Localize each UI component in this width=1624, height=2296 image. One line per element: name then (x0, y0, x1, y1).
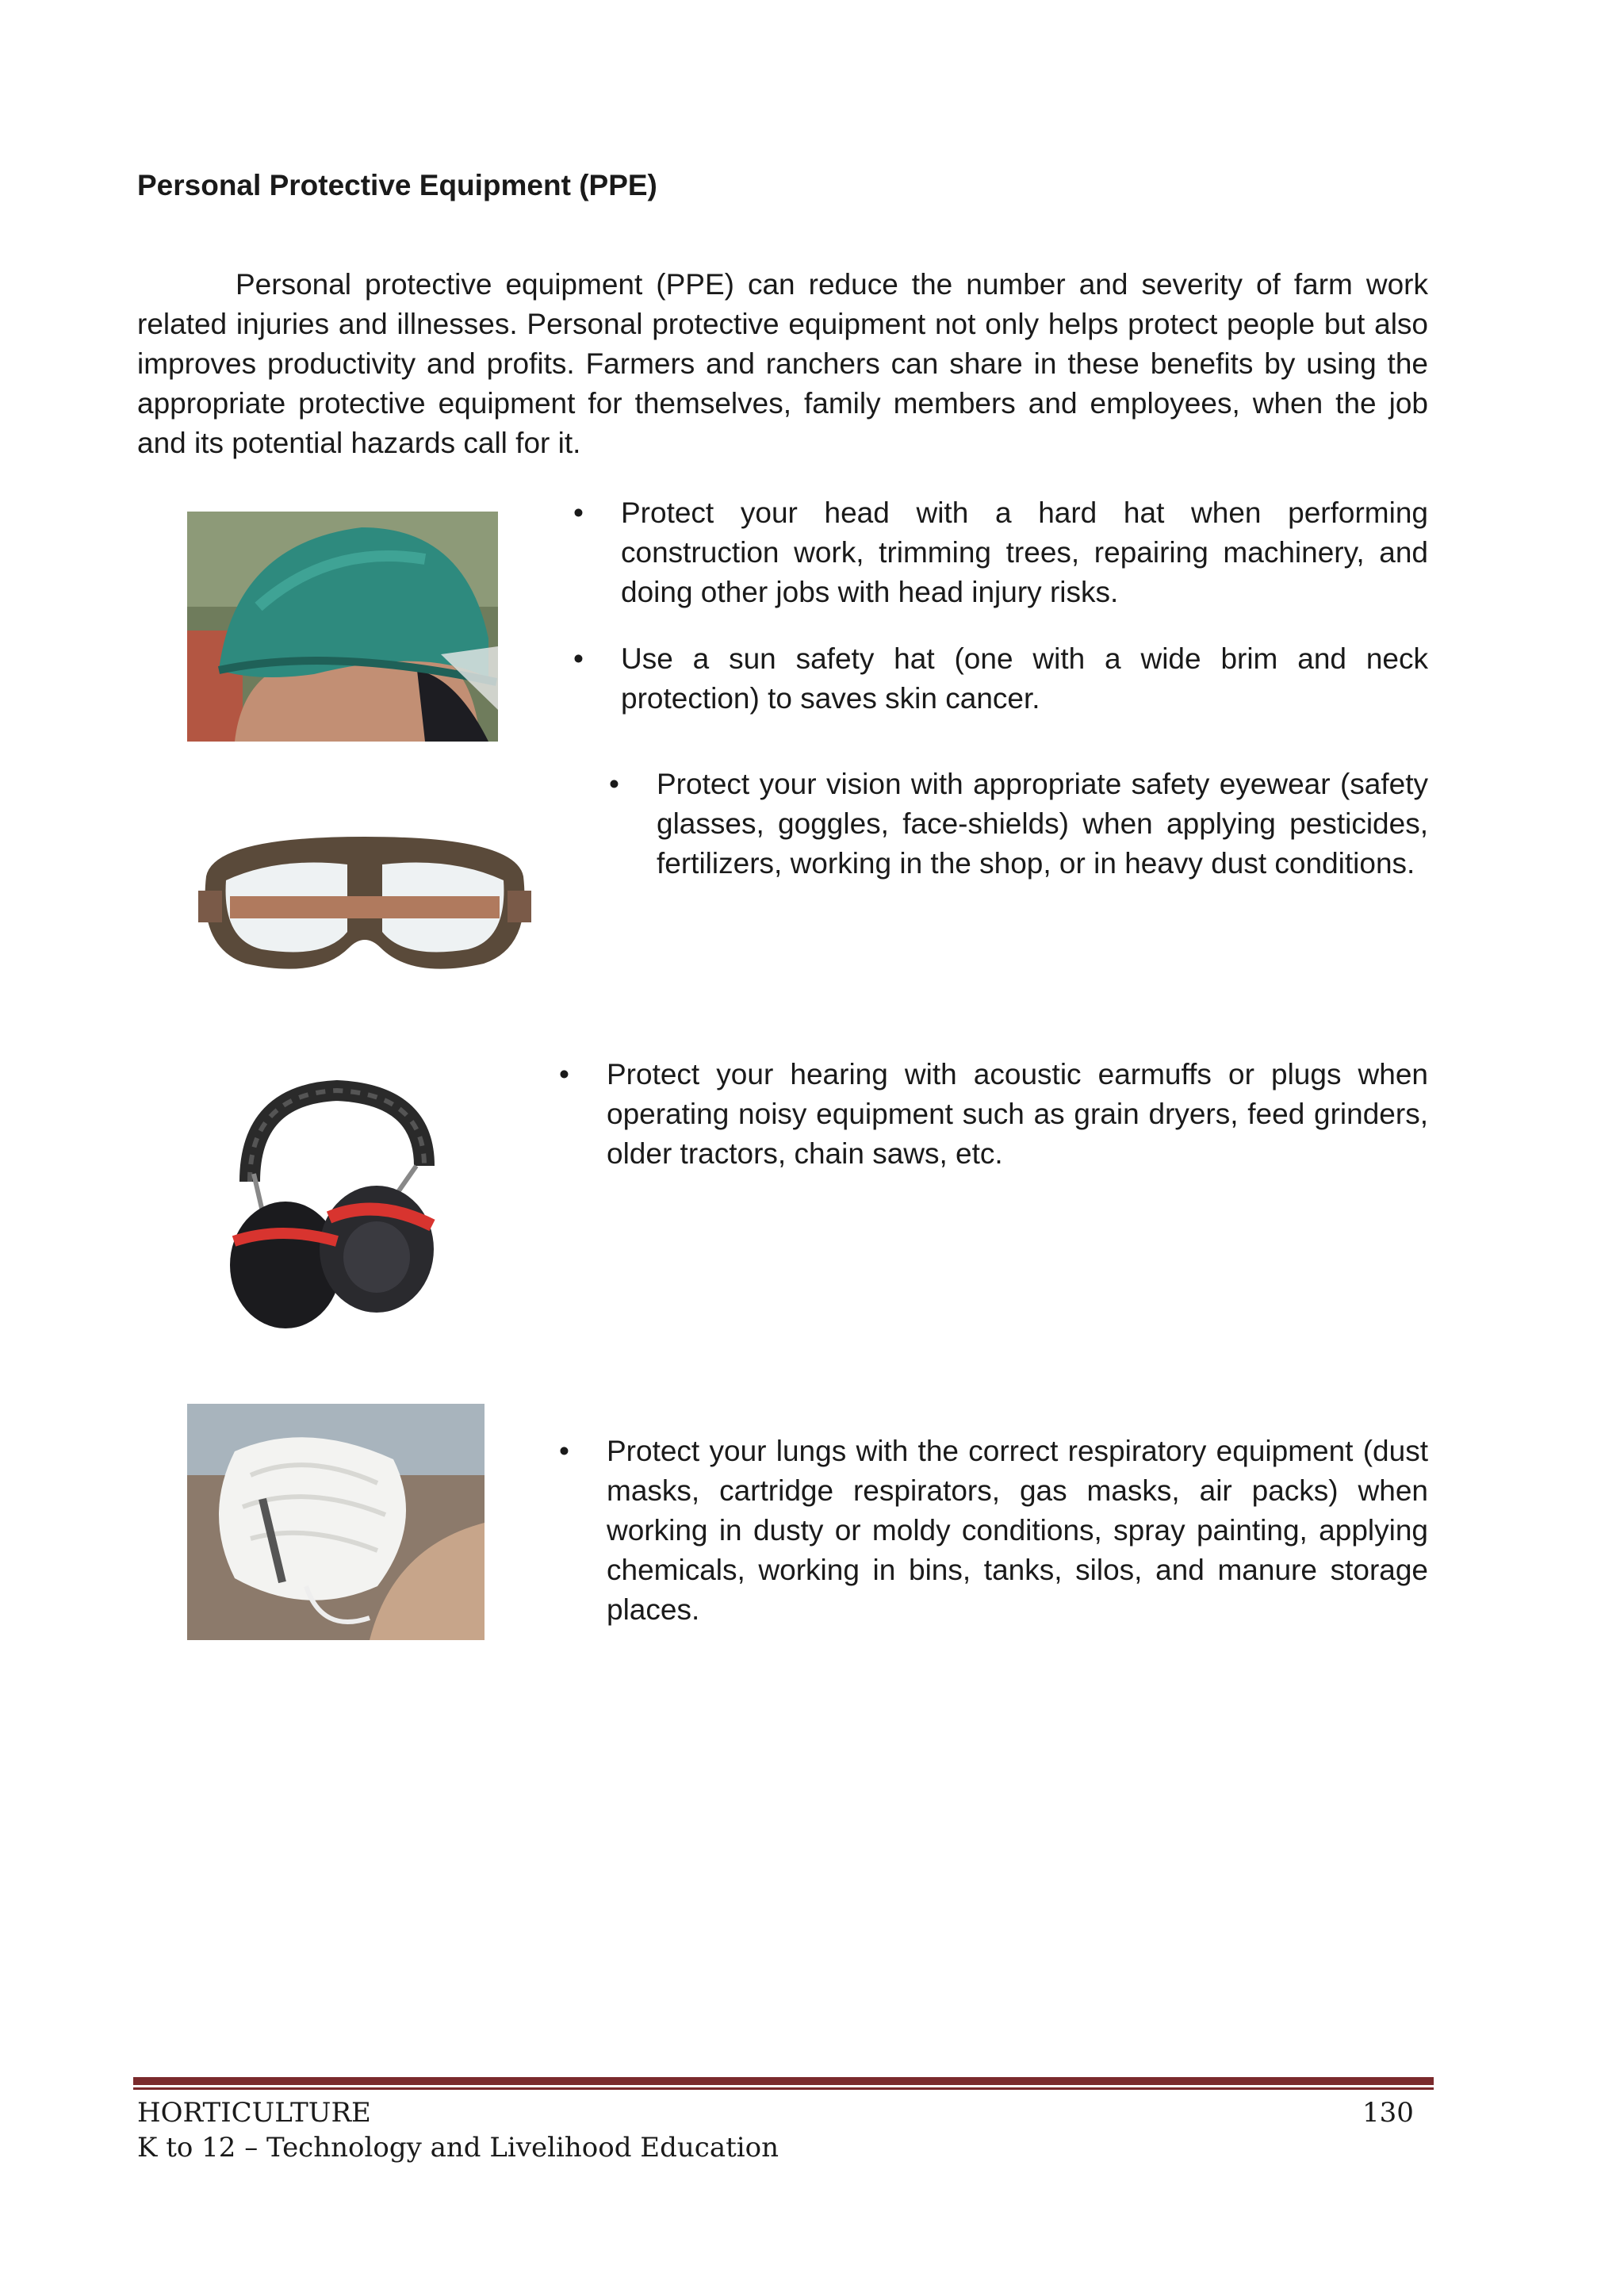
list-item (609, 765, 1428, 884)
page-number: 130 (1362, 2097, 1414, 2129)
bullet-marker: • (573, 496, 584, 529)
footer-info (137, 2095, 779, 2165)
bullet-marker: • (559, 1058, 569, 1091)
list-item (573, 639, 1428, 719)
hard-hat-image (187, 512, 498, 742)
earmuffs-image (218, 1079, 456, 1332)
list-item (559, 1055, 1428, 1174)
bullet-marker: • (559, 1435, 569, 1467)
intro-paragraph: Personal protective equipment (PPE) can reduce the number and severity of farm work related injuries and illnesses. Personal protective equipment not only helps protect people but also improves productivity and profits. Farmers and ranchers can share in these benefits by using the appropriate protective equipment for themselves, family members and employees, when the job and its potential hazards call for it. (137, 268, 1428, 459)
footer-subject: HORTICULTURE (137, 2097, 371, 2129)
bullet-marker: • (609, 768, 619, 800)
bullet-text: Use a sun safety hat (one with a wide brim and neck protection) to saves skin cancer. (621, 642, 1428, 715)
dust-mask-image (187, 1404, 485, 1640)
footer-divider (133, 2077, 1434, 2085)
bullet-text: Protect your lungs with the correct respiratory equipment (dust masks, cartridge respirators, gas masks, air packs) when working in dusty or moldy conditions, spray painting, applying chemicals, working in bins, tanks, silos, and manure storage places. (607, 1435, 1428, 1626)
bullet-marker: • (573, 642, 584, 675)
footer-divider-thin (133, 2087, 1434, 2090)
footer-course: K to 12 – Technology and Livelihood Education (137, 2132, 779, 2164)
safety-goggles-image (198, 813, 531, 987)
bullet-text: Protect your head with a hard hat when performing construction work, trimming trees, repairing machinery, and doing other jobs with head injury risks. (621, 496, 1428, 608)
list-item (559, 1432, 1428, 1630)
list-item (573, 493, 1428, 612)
bullet-text: Protect your vision with appropriate safety eyewear (safety glasses, goggles, face-shields) when applying pesticides, fertilizers, working in the shop, or in heavy dust conditions. (657, 768, 1428, 880)
bullet-text: Protect your hearing with acoustic earmuffs or plugs when operating noisy equipment such as grain dryers, feed grinders, older tractors, chain saws, etc. (607, 1058, 1428, 1170)
page-title: Personal Protective Equipment (PPE) (137, 169, 657, 201)
